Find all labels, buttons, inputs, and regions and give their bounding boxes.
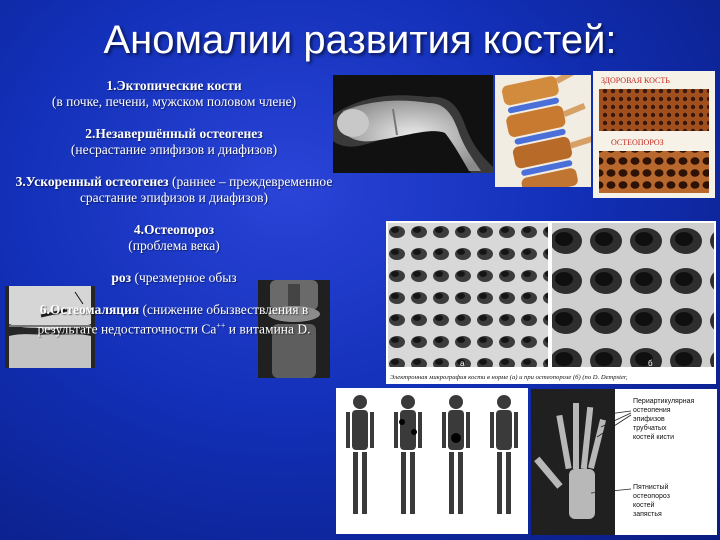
hand-label-top-3: эпифизов: [633, 416, 665, 423]
xray-ectopic-bone-image: [333, 75, 493, 173]
slide-title: Аномалии развития костей:: [103, 18, 617, 62]
healthy-bone-label: ЗДОРОВАЯ КОСТЬ: [601, 76, 670, 85]
hand-label-bottom-2: остеопороз: [633, 493, 670, 500]
item-2-heading: 2.Незавершённый остеогенез: [85, 126, 263, 141]
hand-label-bottom-3: костей: [633, 502, 655, 509]
item-4-heading: 4.Остеопороз: [133, 222, 215, 237]
hand-xray-image: [531, 389, 717, 535]
electron-micrograph-image: [386, 221, 716, 384]
item-6: 6.Остеомаляция (снижение обызвествления в результате недостаточности Са++ и витамина D.: [37, 302, 311, 337]
hand-label-bottom-1: Пятнистый: [633, 484, 669, 491]
healthy-vs-osteoporosis-image: [593, 71, 715, 198]
item-5: роз (чрезмерное обыз: [111, 270, 237, 285]
spine-illustration-image: [495, 75, 591, 187]
hand-label-top-4: трубчатых: [633, 425, 667, 432]
hand-label-top-2: остеопения: [633, 407, 671, 414]
item-2-detail: (несрастание эпифизов и диафизов): [70, 142, 278, 157]
hand-label-top-5: костей кисти: [633, 434, 674, 441]
item-4-detail: (проблема века): [128, 238, 220, 253]
micrograph-caption: Электронная микрография кости в норме (а) и при остеопорозе (б) (по D. Dempster,: [390, 374, 628, 381]
osteoporosis-label: ОСТЕОПОРОЗ: [611, 138, 664, 147]
micrograph-label-a: а: [460, 359, 465, 368]
hand-label-bottom-4: запястья: [633, 511, 662, 518]
item-3: 3.Ускоренный остеогенез (раннее – преждевременное срастание эпифизов и диафизов): [15, 174, 333, 205]
item-1-heading: 1.Эктопические кости: [106, 78, 242, 93]
slide-body-text: [8, 78, 340, 338]
micrograph-label-b: б: [648, 359, 653, 368]
bone-scintigraphy-image: [336, 388, 528, 534]
item-1-detail: (в почке, печени, мужском половом члене): [51, 94, 297, 109]
hand-label-top-1: Периартикулярная: [633, 398, 695, 405]
